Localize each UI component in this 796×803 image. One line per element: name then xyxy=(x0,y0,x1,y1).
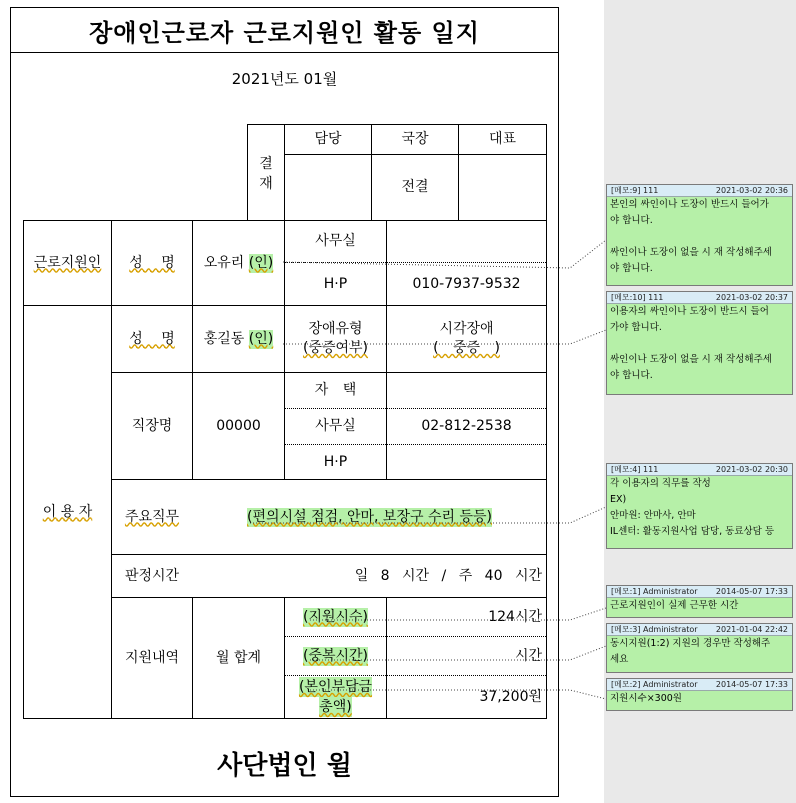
disability-value-type: 시각장애 xyxy=(439,321,494,337)
user-name-label: 성 명 xyxy=(129,330,175,347)
duty-value: (편의시설 점검, 안마, 보장구 수리 등등) xyxy=(247,508,492,525)
memo-2-time: 2014-05-07 17:33 xyxy=(715,680,788,689)
memo-4[interactable] xyxy=(606,463,793,549)
overlap-label: (중복시간) xyxy=(302,647,369,664)
disability-label-severity: (중증여부) xyxy=(302,340,369,356)
memo-10-line: 가야 합니다. xyxy=(610,322,662,333)
hours-value[interactable]: 일 8 시간 / 주 40 시간 xyxy=(354,567,542,584)
memo-1-time: 2014-05-07 17:33 xyxy=(715,587,788,596)
user-hp-label: H·P xyxy=(323,453,348,470)
copay-value[interactable]: 37,200원 xyxy=(479,688,542,705)
memo-4-tag: [메모:4] 111 xyxy=(611,465,659,474)
memo-3[interactable] xyxy=(606,623,793,673)
memo-10[interactable] xyxy=(606,291,793,395)
user-office-label: 사무실 xyxy=(315,418,356,434)
memo-2-line: 지원시수×300원 xyxy=(610,693,682,704)
hours-label: 판정시간 xyxy=(124,567,180,584)
user-office-value[interactable]: 02-812-2538 xyxy=(421,418,512,434)
memo-3-tag: [메모:3] Administrator xyxy=(611,625,698,634)
support-hours-label: (지원시수) xyxy=(302,608,369,625)
memo-9-line: 야 합니다. xyxy=(610,263,653,274)
user-name-field[interactable] xyxy=(193,306,284,372)
memo-10-line: 싸인이나 도장이 없을 시 재 작성해주세 xyxy=(610,354,772,365)
memo-10-time: 2021-03-02 20:37 xyxy=(715,293,788,302)
worker-name-value: 오유리 xyxy=(203,254,245,271)
worker-section-label: 근로지원인 xyxy=(33,254,102,271)
memo-10-line: 야 합니다. xyxy=(610,370,653,381)
worker-hp-label: H·P xyxy=(323,275,348,292)
monthly-total-label: 월 합계 xyxy=(215,649,262,666)
memo-1[interactable] xyxy=(606,585,793,618)
disability-value-severity: ( 중증 ) xyxy=(433,340,500,356)
memo-9-line: 야 합니다. xyxy=(610,215,653,226)
worker-name-label: 성 명 xyxy=(129,254,175,271)
memo-3-line: 동시지원(1:2) 지원의 경우만 작성해주 xyxy=(610,638,771,649)
workplace-label: 직장명 xyxy=(131,417,173,434)
copay-label: (본인부담금 총액) xyxy=(298,679,373,715)
disability-label xyxy=(285,306,386,372)
memo-1-line: 근로지원인이 실제 근무한 시간 xyxy=(610,600,739,611)
memo-9-line xyxy=(610,229,789,245)
memo-10-tag: [메모:10] 111 xyxy=(611,293,664,302)
memo-4-line: IL센터: 활동지원사업 담당, 동료상담 등 xyxy=(610,526,775,537)
approval-header-ceo: 대표 xyxy=(488,131,517,147)
overlap-value[interactable]: 시간 xyxy=(514,647,542,664)
memo-2[interactable] xyxy=(606,678,793,711)
support-hours-value[interactable]: 124시간 xyxy=(488,608,542,625)
memo-1-tag: [메모:1] Administrator xyxy=(611,587,698,596)
workplace-value[interactable]: 00000 xyxy=(216,417,261,434)
support-label: 지원내역 xyxy=(124,649,180,666)
year-month: 2021년도 01월 xyxy=(231,70,338,88)
user-section-label: 이 용 자 xyxy=(42,503,93,520)
memo-10-line: 이용자의 싸인이나 도장이 반드시 들어 xyxy=(610,306,769,317)
user-seal: (인) xyxy=(248,330,274,347)
memo-9-line: 싸인이나 도장이 없을 시 재 작성해주세 xyxy=(610,247,772,258)
memo-3-line: 세요 xyxy=(610,654,629,665)
memo-4-line: 각 이용자의 직무를 작성 xyxy=(610,478,711,489)
user-name-value: 홍길동 xyxy=(203,330,245,347)
memo-9-line: 본인의 싸인이나 도장이 반드시 들어가 xyxy=(610,199,769,210)
organization-name: 사단법인 윌 xyxy=(217,751,352,781)
user-home-label: 자 택 xyxy=(314,382,357,398)
memo-9[interactable] xyxy=(606,184,793,286)
user-home-value[interactable] xyxy=(387,373,546,408)
memo-9-time: 2021-03-02 20:36 xyxy=(715,186,788,195)
duty-field[interactable] xyxy=(193,480,546,554)
worker-office-label: 사무실 xyxy=(315,233,356,249)
disability-label-type: 장애유형 xyxy=(308,321,363,337)
document-title: 장애인근로자 근로지원인 활동 일지 xyxy=(11,8,558,53)
approval-director-value: 전결 xyxy=(401,179,429,195)
memo-3-time: 2021-01-04 22:42 xyxy=(715,625,788,634)
memo-4-line: EX) xyxy=(610,494,627,505)
worker-hp-value[interactable]: 010-7937-9532 xyxy=(412,275,521,292)
memo-4-line: 안마원: 안마사, 안마 xyxy=(610,510,696,521)
approval-label: 결 재 xyxy=(259,156,273,192)
disability-value[interactable] xyxy=(387,306,546,372)
memo-4-time: 2021-03-02 20:30 xyxy=(715,465,788,474)
user-hp-value[interactable] xyxy=(387,445,546,479)
worker-seal: (인) xyxy=(248,254,274,271)
document-page xyxy=(10,7,559,797)
memo-10-line xyxy=(610,336,789,352)
approval-header-manager: 담당 xyxy=(314,131,342,147)
worker-office-value[interactable] xyxy=(387,221,546,262)
memo-9-tag: [메모:9] 111 xyxy=(611,186,659,195)
worker-name-field[interactable] xyxy=(193,221,284,305)
duty-label: 주요직무 xyxy=(124,508,180,525)
approval-header-director: 국장 xyxy=(401,131,429,147)
memo-2-tag: [메모:2] Administrator xyxy=(611,680,698,689)
